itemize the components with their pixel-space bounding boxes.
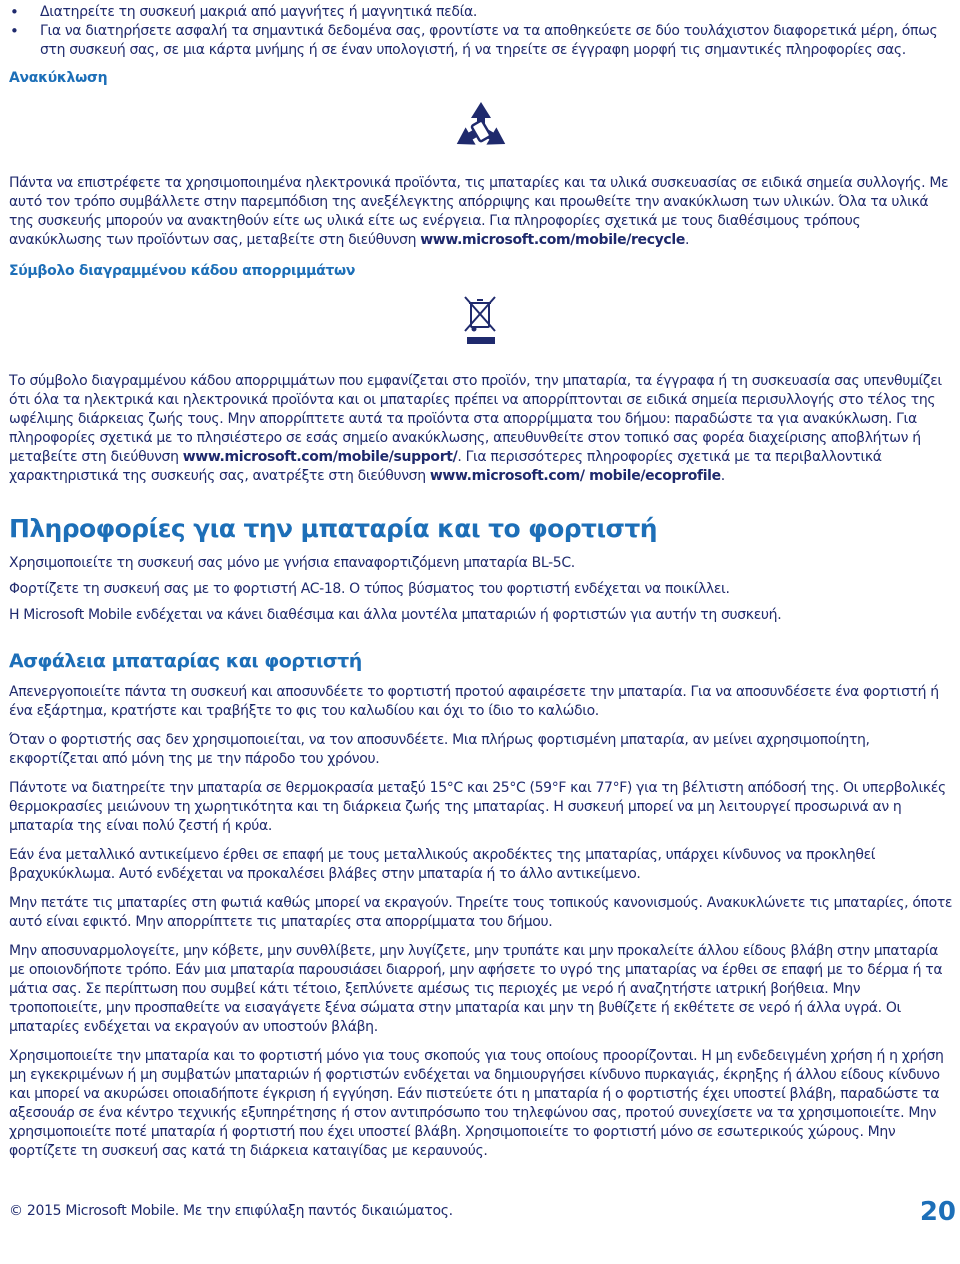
crossed-bin-icon: [461, 295, 501, 347]
recycling-paragraph: [9, 174, 953, 250]
safety-paragraph: Απενεργοποιείτε πάντα τη συσκευή και αποσυνδέετε το φορτιστή προτού αφαιρέσετε την μπαταρία. Για να αποσυνδέσετε ένα φορτιστή ή ένα εξάρτημα, κρατήστε και τραβήξτε το φις του καλωδίου και όχι το ίδιο το καλώδιο.: [9, 684, 939, 719]
top-bullet-list: [9, 3, 953, 60]
safety-paragraph: Πάντοτε να διατηρείτε την μπαταρία σε θερμοκρασία μεταξύ 15°C και 25°C (59°F και 77°F) για τη βέλτιστη απόδοσή της. Οι υπερβολικές θερμοκρασίες μειώνουν τη χωρητικότητα και τη διάρκεια ζωής της μπαταρίας. Η συσκευή μπορεί να μη λειτουργεί προσωρινά αν η μπαταρία της είναι πολύ ζεστή ή κρύα.: [9, 780, 946, 834]
safety-paragraph: Εάν ένα μεταλλικό αντικείμενο έρθει σε επαφή με τους μεταλλικούς ακροδέκτες της μπαταρίας, υπάρχει κίνδυνος να προκληθεί βραχυκύκλωμα. Αυτό ενδέχεται να προκαλέσει βλάβες στην μπαταρία ή το άλλο αντικείμενο.: [9, 847, 876, 882]
bin-text-1: Το σύμβολο διαγραμμένου κάδου απορριμμάτων που εμφανίζεται στο προϊόν, την μπαταρία, τα έγγραφα ή τη συσκευασία σας υπενθυμίζει ότι όλα τα ηλεκτρικά και ηλεκτρονικά προϊόντα και οι μπαταρίες πρέπει να απορρίπτονται σε ειδικά σημεία περισυλλογής στο τέλος της ωφέλιμης διάρκειας ζωής τους. Μην απορρίπτετε αυτά τα προϊόντα στα απορρίμματα του δήμου: παραδώστε τα για ανακύκλωση. Για πληροφορίες σχετικά με το πλησιέστερο σε εσάς σημείο ανακύκλωσης, απευθυνθείτε στον τοπικό σας φορέα διαχείρισης αποβλήτων ή μεταβείτε στη διεύθυνση: [9, 373, 942, 465]
bullet-item: • Διατηρείτε τη συσκευή μακριά από μαγνήτες ή μαγνητικά πεδία.: [9, 3, 953, 22]
recycling-tail: .: [684, 232, 690, 248]
safety-paragraph: Χρησιμοποιείτε την μπαταρία και το φορτιστή μόνο για τους σκοπούς για τους οποίους προορίζονται. Η μη ενδεδειγμένη χρήση ή η χρήση μη εγκεκριμένων ή μη συμβατών μπαταριών ή φορτιστών ενδέχεται να δημιουργήσει κίνδυνο πυρκαγιάς, έκρηξης ή άλλου είδους κίνδυνο και μπορεί να ακυρώσει οποιαδήποτε έγκριση ή εγγύηση. Εάν πιστεύετε ότι η μπαταρία ή ο φορτιστής έχει υποστεί βλάβη, παραδώστε τα αξεσουάρ σε ένα κέντρο τεχνικής εξυπηρέτησης ή στον αντιπρόσωπο του τηλεφώνου σας, προτού συνεχίσετε να τα χρησιμοποιείτε. Μην χρησιμοποιείτε ποτέ μπαταρία ή φορτιστή που έχει υποστεί βλάβη. Χρησιμοποιείτε το φορτιστή μόνο σε εσωτερικούς χώρους. Μην φορτίζετε τη συσκευή σας κατά τη διάρκεια καταιγίδας με κεραυνούς.: [9, 1048, 944, 1159]
safety-paragraph: Μην αποσυναρμολογείτε, μην κόβετε, μην συνθλίβετε, μην λυγίζετε, μην τρυπάτε και μην προκαλείτε άλλου είδους βλάβη στην μπαταρία με οποιονδήποτε τρόπο. Εάν μια μπαταρία παρουσιάσει διαρροή, μην αφήσετε το υγρό της μπαταρίας να έρθει σε επαφή με το δέρμα ή τα μάτια σας. Σε περίπτωση που συμβεί κάτι τέτοιο, ξεπλύνετε αμέσως τις περιοχές με νερό ή αναζητήστε ιατρική βοήθεια. Μην τροποποιείτε, μην προσπαθείτε να εισαγάγετε ξένα σώματα στην μπαταρία και μην τη βυθίζετε ή εκθέτετε σε νερό ή άλλα υγρά. Οι μπαταρίες ενδέχεται να εκραγούν αν υποστούν βλάβη.: [9, 943, 943, 1035]
battery-info-title: Πληροφορίες για την μπαταρία και το φορτιστή: [9, 514, 657, 543]
safety-paragraph: Όταν ο φορτιστής σας δεν χρησιμοποιείται, να τον αποσυνδέετε. Μια πλήρως φορτισμένη μπαταρία, αν μείνει αχρησιμοποίητη, εκφορτίζεται από μόνη της με την πάροδο του χρόνου.: [9, 732, 870, 767]
bullet-item: • Για να διατηρήσετε ασφαλή τα σημαντικά δεδομένα σας, φροντίστε να τα αποθηκεύετε σε δύο τουλάχιστον διαφορετικά μέρη, όπως στη συσκευή σας, σε μια κάρτα μνήμης ή σε έναν υπολογιστή, ή να τηρείτε σε έγγραφη μορφή τις σημαντικές πληροφορίες σας.: [9, 22, 953, 60]
bin-tail: .: [720, 468, 725, 484]
bin-icon-wrap: [9, 295, 953, 355]
battery-safety-title: Ασφάλεια μπαταρίας και φορτιστή: [9, 650, 362, 672]
page-number: 20: [919, 1197, 956, 1227]
recycling-text: Πάντα να επιστρέφετε τα χρησιμοποιημένα ηλεκτρονικά προϊόντα, τις μπαταρίες και τα υλικά συσκευασίας σε ειδικά σημεία συλλογής. Με αυτό τον τρόπο συμβάλλετε στην παρεμπόδιση της ανεξέλεγκτης απόρριψης και προωθείτε την ανακύκλωση των υλικών. Όλα τα υλικά της συσκευής μπορούν να ανακτηθούν είτε ως υλικά είτε ως ενέργεια. Για πληροφορίες σχετικά με τους διαθέσιμους τρόπους ανακύκλωσης των προϊόντων σας, μεταβείτε στη διεύθυνση: [9, 175, 949, 248]
copyright-footer: © 2015 Microsoft Mobile. Με την επιφύλαξη παντός δικαιώματος.: [9, 1203, 453, 1219]
bin-text-2: . Για περισσότερες πληροφορίες σχετικά με τα περιβαλλοντικά χαρακτηριστικά της συσκευής σας, ανατρέξτε στη διεύθυνση: [9, 449, 882, 484]
recycle-link[interactable]: www.microsoft.com/mobile/recycle: [420, 232, 685, 248]
ecoprofile-link[interactable]: www.microsoft.com/ mobile/ecoprofile: [429, 468, 721, 484]
battery-info-paragraph: Φορτίζετε τη συσκευή σας με το φορτιστή AC-18. Ο τύπος βύσματος του φορτιστή ενδέχεται να ποικίλλει.: [9, 581, 730, 597]
bin-paragraph: [9, 372, 953, 486]
page-content: [9, 0, 953, 1161]
recycle-icon: [451, 98, 511, 158]
recycle-icon-wrap: [9, 98, 953, 162]
safety-paragraph: Μην πετάτε τις μπαταρίες στη φωτιά καθώς μπορεί να εκραγούν. Τηρείτε τους τοπικούς κανονισμούς. Ανακυκλώνετε τις μπαταρίες, όποτε αυτό είναι εφικτό. Μην απορρίπτετε τις μπαταρίες στα απορρίμματα του δήμου.: [9, 895, 953, 930]
recycling-heading: Ανακύκλωση: [9, 70, 108, 86]
battery-info-paragraph: Χρησιμοποιείτε τη συσκευή σας μόνο με γνήσια επαναφορτιζόμενη μπαταρία BL-5C.: [9, 555, 575, 571]
bin-heading: Σύμβολο διαγραμμένου κάδου απορριμμάτων: [9, 263, 356, 279]
battery-info-paragraph: Η Microsoft Mobile ενδέχεται να κάνει διαθέσιμα και άλλα μοντέλα μπαταριών ή φορτιστών για αυτήν τη συσκευή.: [9, 607, 782, 623]
support-link[interactable]: www.microsoft.com/mobile/support/: [182, 449, 458, 465]
